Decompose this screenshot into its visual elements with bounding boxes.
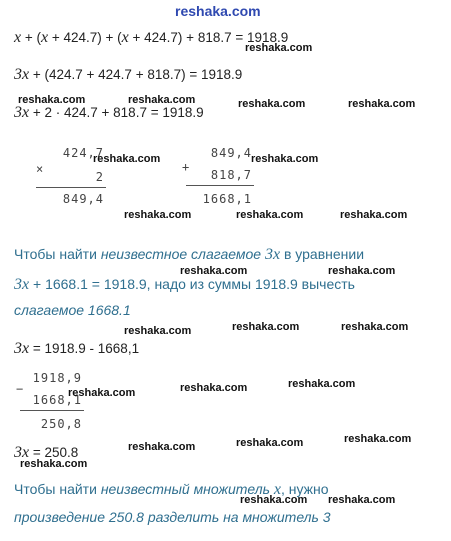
watermark: reshaka.com [251,153,319,165]
equation-3 [14,104,204,122]
coef-3x: 3x [264,246,281,263]
text-italic: неизвестное слагаемое [100,246,265,262]
watermark: reshaka.com [288,378,356,390]
var-x: x [41,29,49,46]
equation-2 [14,66,242,84]
rule-text-2: слагаемое 1668.1 [14,302,131,318]
eq1-part: + 424.7) + ( [48,30,122,45]
text-italic: неизвестный множитель [100,481,274,497]
watermark: reshaka.com [236,437,304,449]
text-part: в уравнении [280,246,365,262]
add-bottom: 818,7 [210,168,252,182]
watermark: reshaka.com [20,458,88,470]
watermark: reshaka.com [238,98,306,110]
watermark: reshaka.com [245,42,313,54]
coef-3x: 3x [14,444,30,461]
eq6-rest: = 250.8 [29,445,79,460]
watermark: reshaka.com [68,387,136,399]
watermark: reshaka.com [344,433,412,445]
watermark: reshaka.com [348,98,416,110]
coef-3x: 3x [14,340,30,357]
watermark: reshaka.com [93,153,161,165]
sub-top: 1918,9 [32,371,82,385]
watermark: reshaka.com [240,494,308,506]
rule-text-4: произведение 250.8 разделить на множитель 3 [14,509,331,525]
watermark: reshaka.com [232,321,300,333]
watermark: reshaka.com [124,325,192,337]
rule-text-1 [14,246,364,264]
text-part: , нужно [281,481,329,497]
watermark: reshaka.com [124,209,192,221]
coef-3x: 3x [14,276,30,293]
site-watermark-header: reshaka.com [175,3,261,19]
mult-line [36,187,106,188]
text-part: Чтобы найти [14,481,101,497]
add-operator: + [182,160,191,174]
eq3-rest: + 2 · 424.7 + 818.7 = 1918.9 [29,105,204,120]
coef-3x: 3x [14,66,30,83]
watermark: reshaka.com [236,209,304,221]
watermark: reshaka.com [328,494,396,506]
eq4-rest: + 1668.1 = 1918.9, надо из суммы 1918.9 вычесть [29,276,355,292]
watermark: reshaka.com [128,94,196,106]
eq2-rest: + (424.7 + 424.7 + 818.7) = 1918.9 [29,67,243,82]
eq1-part: + 424.7) + 818.7 = 1918.9 [128,30,289,45]
watermark: reshaka.com [341,321,409,333]
var-x: x [14,29,22,46]
watermark: reshaka.com [180,265,248,277]
watermark: reshaka.com [340,209,408,221]
mult-operator: × [36,162,45,176]
watermark: reshaka.com [128,441,196,453]
add-top: 849,4 [210,146,252,160]
var-x: x [121,29,129,46]
var-x: x [273,481,282,498]
eq5-rest: = 1918.9 - 1668,1 [29,341,140,356]
mult-top: 424,7 [62,146,104,160]
sub-result: 250,8 [40,417,82,431]
watermark: reshaka.com [18,94,86,106]
add-line [186,185,254,186]
sub-line [20,410,84,411]
mult-bottom: 2 [95,170,104,184]
eq1-part: + ( [21,30,41,45]
add-result: 1668,1 [202,192,252,206]
coef-3x: 3x [14,104,30,121]
text-part: Чтобы найти [14,246,101,262]
mult-result: 849,4 [62,192,104,206]
equation-4 [14,276,355,294]
watermark: reshaka.com [328,265,396,277]
sub-bottom: 1668,1 [32,393,82,407]
watermark: reshaka.com [180,382,248,394]
sub-operator: − [16,382,25,396]
equation-5 [14,340,139,358]
